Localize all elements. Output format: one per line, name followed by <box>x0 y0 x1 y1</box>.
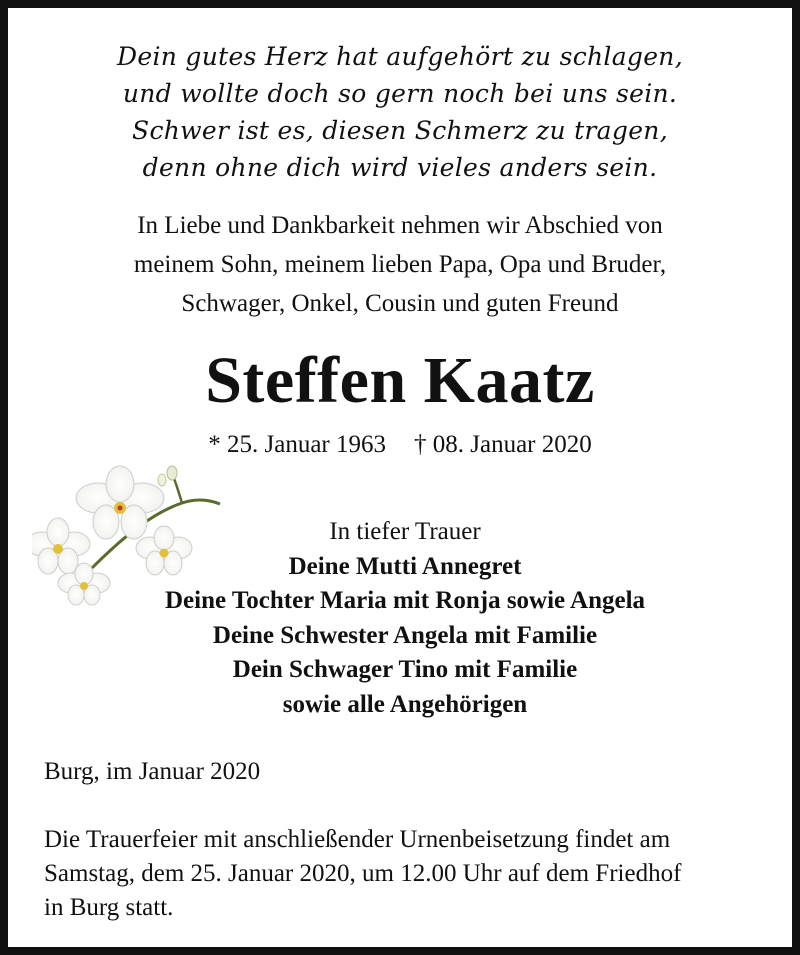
funeral-details <box>44 823 681 925</box>
mourner-name: Deine Mutti Annegret <box>288 552 522 580</box>
intro-line: meinem Sohn, meinem lieben Papa, Opa und Bruder, <box>133 251 667 278</box>
intro-line: In Liebe und Dankbarkeit nehmen wir Abschied von <box>137 212 663 239</box>
poem-line: denn ohne dich wird vieles anders sein. <box>142 153 658 182</box>
mourner-name: Dein Schwager Tino mit Familie <box>232 656 578 683</box>
mourners-block <box>8 515 792 722</box>
life-dates <box>8 428 792 462</box>
poem-line: und wollte doch so gern noch bei uns sein. <box>122 79 678 108</box>
mourner-name: Deine Schwester Angela mit Familie <box>212 621 598 649</box>
funeral-line: in Burg statt. <box>44 894 174 921</box>
birth-date: * 25. Januar 1963 <box>208 431 386 458</box>
funeral-line: Samstag, dem 25. Januar 2020, um 12.00 Uhr auf dem Friedhof <box>44 860 682 887</box>
intro-line: Schwager, Onkel, Cousin und guten Freund <box>181 290 619 317</box>
mourners-heading: In tiefer Trauer <box>329 518 481 545</box>
farewell-intro <box>8 206 792 323</box>
death-date: † 08. Januar 2020 <box>414 431 592 458</box>
mourner-name: Deine Tochter Maria mit Ronja sowie Angela <box>164 587 646 614</box>
funeral-line: Die Trauerfeier mit anschließender Urnenbeisetzung findet am <box>44 826 671 853</box>
deceased-name: Steffen Kaatz <box>205 344 595 417</box>
mourner-name: sowie alle Angehörigen <box>282 690 528 718</box>
place-date: Burg, im Januar 2020 <box>44 758 261 785</box>
poem-line: Schwer ist es, diesen Schmerz zu tragen, <box>132 116 668 145</box>
memorial-poem <box>8 38 792 186</box>
poem-line: Dein gutes Herz hat aufgehört zu schlagen, <box>117 42 683 71</box>
